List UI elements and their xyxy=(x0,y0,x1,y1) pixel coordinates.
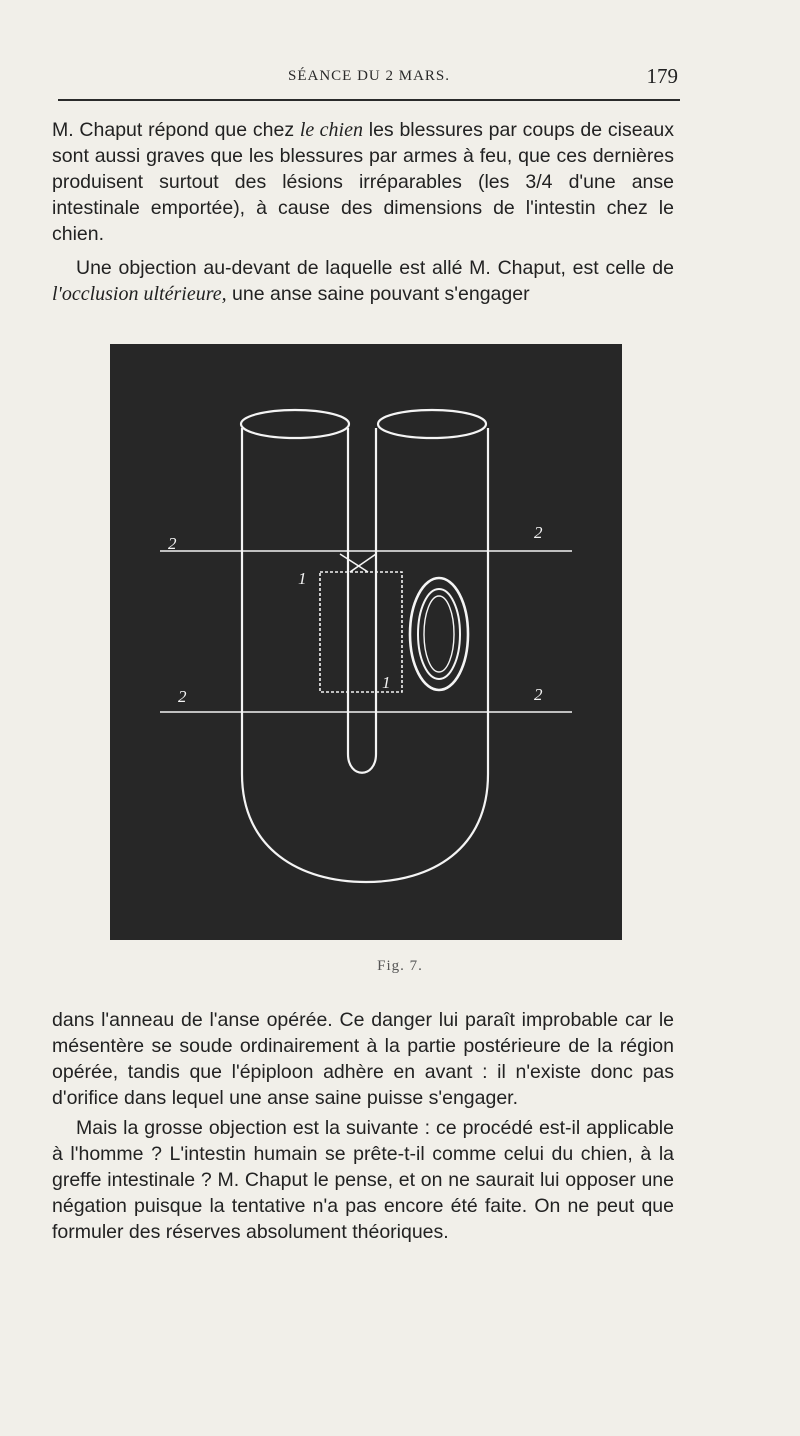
label-top-right: 2 xyxy=(534,523,543,542)
paragraph-2-text-a: Une objection au-devant de laquelle est allé M. Chaput, est celle de xyxy=(76,257,674,279)
paragraph-3 xyxy=(52,1007,674,1111)
inner-loop xyxy=(348,428,376,773)
paragraph-1-text-a: M. Chaput répond que chez xyxy=(52,119,300,141)
label-bottom-right: 2 xyxy=(534,685,543,704)
label-inner-top: 1 xyxy=(298,569,307,588)
paragraph-4-text: Mais la grosse objection est la suivante : ce procédé est-il applicable à l'homme ? L'intestin humain se prête-t-il comme celui du chien, à la greffe intestinale ? M. Chaput le pense, et on ne saurait lui opposer une négation puisque la tentative n'a pas encore été faite. On ne peut que formuler des réserves absolument théoriques. xyxy=(52,1117,674,1243)
paragraph-3-text: dans l'anneau de l'anse opérée. Ce danger lui paraît improbable car le mésentère se soude ordinairement à la partie postérieure de la région opérée, tandis que l'épiploon adhère en avant : il n'existe donc pas d'orifice dans lequel une anse saine puisse s'engager. xyxy=(52,1009,674,1109)
paragraph-2 xyxy=(52,255,674,307)
label-bottom-left: 2 xyxy=(178,687,187,706)
page-header xyxy=(58,62,680,92)
page-number: 179 xyxy=(646,64,678,88)
paragraph-2-italic: l'occlusion ultérieure, xyxy=(52,283,227,305)
running-head: SÉANCE DU 2 MARS. xyxy=(287,68,451,84)
figure-7-plate xyxy=(110,344,622,940)
paragraph-1-italic: le chien xyxy=(299,119,363,141)
figure-caption: Fig. 7. xyxy=(377,958,423,974)
paragraph-1-text-b: les blessures par coups de ciseaux sont aussi graves que les blessures par armes à feu, que ces dernières produisent surtout des lésions irréparables (les 3/4 d'une anse intestinale emportée), à cause des dimensions de l'intestin chez le chien. xyxy=(52,119,675,245)
label-top-left: 2 xyxy=(168,534,177,553)
paragraph-4 xyxy=(52,1115,674,1245)
paragraph-1 xyxy=(52,117,674,247)
paragraph-2-text-b: une anse saine pouvant s'engager xyxy=(226,283,530,305)
ring-core xyxy=(424,596,454,672)
right-opening xyxy=(378,410,486,438)
label-inner-bottom: 1 xyxy=(382,673,391,692)
intestine-diagram xyxy=(110,344,622,940)
header-rule xyxy=(58,99,680,101)
left-opening xyxy=(241,410,349,438)
